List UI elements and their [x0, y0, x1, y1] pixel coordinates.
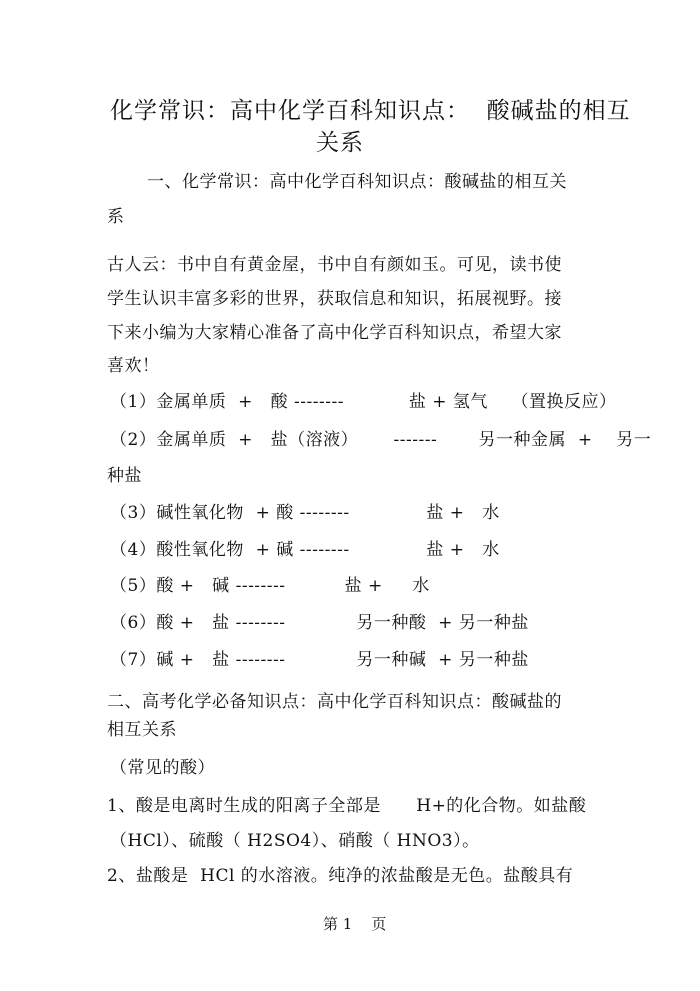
document-title-line-2: 关系	[316, 130, 364, 156]
reaction-7: （7）碱 + 盐 -------- 另一种碱 + 另一种盐	[110, 650, 529, 670]
section1-heading-line-2: 系	[107, 207, 125, 227]
reaction-6: （6）酸 + 盐 -------- 另一种酸 + 另一种盐	[110, 613, 529, 633]
section2-heading-line-1: 二、高考化学必备知识点：高中化学百科知识点：酸碱盐的	[107, 692, 562, 712]
page-number: 第 1 页	[323, 915, 387, 933]
reaction-1: （1）金属单质 + 酸 -------- 盐 + 氢气 （置换反应）	[110, 392, 617, 412]
reaction-2-continued: 种盐	[107, 466, 142, 486]
common-acids-label: （常见的酸）	[110, 758, 215, 778]
intro-paragraph-line-2: 学生认识丰富多彩的世界，获取信息和知识，拓展视野。接	[107, 289, 562, 309]
section2-heading-line-2: 相互关系	[107, 720, 177, 740]
acid-paragraph-line-1: 1、酸是电离时生成的阳离子全部是 H+的化合物。如盐酸	[107, 796, 587, 816]
reaction-5: （5）酸 + 碱 -------- 盐 + 水	[110, 576, 430, 596]
section1-heading-line-1: 一、化学常识：高中化学百科知识点：酸碱盐的相互关	[147, 172, 567, 192]
intro-paragraph-line-3: 下来小编为大家精心准备了高中化学百科知识点，希望大家	[107, 323, 562, 343]
acid-paragraph-line-2: （HCl）、硫酸（ H2SO4）、硝酸（ HNO3）。	[110, 831, 480, 851]
intro-paragraph-line-4: 喜欢！	[107, 356, 160, 376]
reaction-2: （2）金属单质 + 盐（溶液） ------- 另一种金属 + 另一	[110, 430, 652, 450]
acid-paragraph-line-3: 2、盐酸是 HCl 的水溶液。纯净的浓盐酸是无色。盐酸具有	[107, 866, 574, 886]
reaction-3: （3）碱性氧化物 + 酸 -------- 盐 + 水	[110, 503, 500, 523]
intro-paragraph-line-1: 古人云：书中自有黄金屋，书中自有颜如玉。可见，读书使	[107, 255, 562, 275]
reaction-4: （4）酸性氧化物 + 碱 -------- 盐 + 水	[110, 540, 500, 560]
document-title-line-1: 化学常识：高中化学百科知识点： 酸碱盐的相互	[110, 98, 631, 124]
